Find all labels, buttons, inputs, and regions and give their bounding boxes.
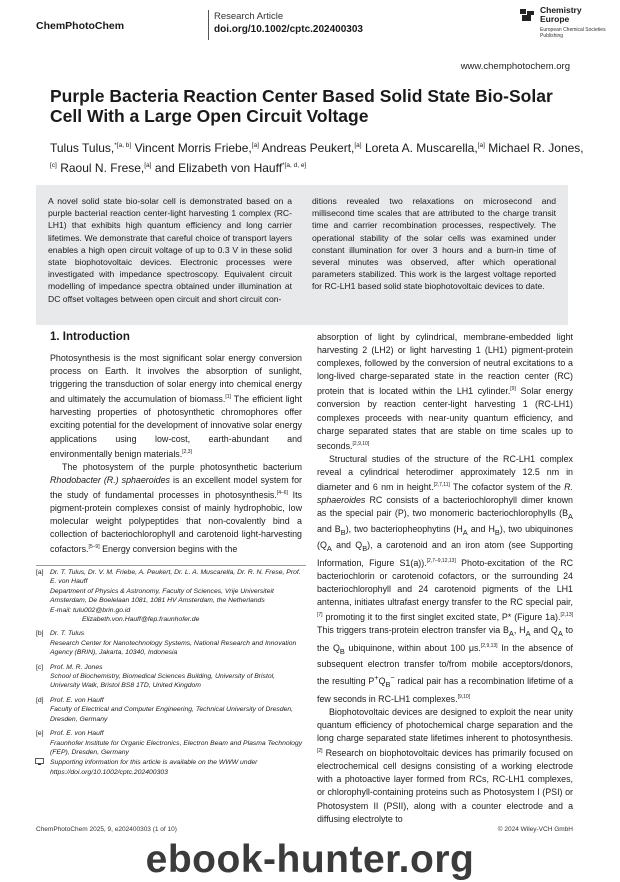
publisher-subtitle: European Chemical Societies Publishing [540,27,606,39]
body-column-left [50,352,302,556]
paragraph [50,461,302,557]
text-span: RC consists of a bacteriochlorophyll dimer known as the special pair (P), two monomeric bacteriochlorophylls (B [317,495,573,519]
footnote-b [36,629,306,657]
author-name: Michael R. Jones, [488,141,584,155]
citation-ref[interactable]: [9] [510,386,516,393]
text-span: and Q [530,625,558,636]
author-affiliation: [a] [477,142,485,149]
superscript: − [390,672,395,682]
author-list [50,137,590,177]
text-span: Photo-excitation of the RC bacteriochlorin or carotenoid cofactors, or the surrounding 24 bacteriochlorophyll and 24 carotenoid pigments of the LH1 antenna, initiates ultrafast energy transfer to the RC special pair, [317,557,574,607]
citation-ref[interactable]: [2,9,13] [480,643,498,650]
footnote-email[interactable]: E-mail: tulu002@brin.go.id [50,606,131,614]
text-span: absorption of light by cylindrical, membrane-embedded light harvesting 2 (LH2) or light harvesting 1 (LH1) pigment-protein complexes, followed by the conversion of neutral excitations to a long-lived charge-separated state in the reaction center (RC) protein that is located within the LH1 cylinder. [317,332,573,397]
citation-ref[interactable]: [1] [225,394,231,401]
footnote-c [36,663,306,691]
footnote-address: Fraunhofer Institute for Organic Electronics, Electron Beam and Plasma Technology (FEP), Dresden, Germany [50,739,303,756]
text-span: The cofactor system of the [449,481,565,492]
footnote-authors: Dr. T. Tulus, Dr. V. M. Friebe, A. Peukert, Dr. L. A. Muscarella, Dr. R. N. Frese, Prof. E. von Hauff [50,569,301,586]
text-span: and B [317,524,341,534]
footnote-authors: Prof. E. von Hauff [50,696,104,704]
species-name: Rhodobacter (R.) sphaeroides [50,474,170,485]
author-affiliation: *[a, d, e] [282,162,307,169]
journal-name: ChemPhotoChem [36,20,125,32]
subscript: A [568,511,573,521]
subscript: B [494,527,500,537]
text-span: Its pigment-protein complexes consist of mainly hydrophobic, low molecular weight polypeptides that non-covalently bind a collection of bacteriochlorophyll and carotenoid light-harvesting cofactors. [50,489,302,555]
watermark: ebook-hunter.org [145,838,475,881]
body-column-right [317,331,573,826]
affiliation-footnotes [36,568,306,777]
author-affiliation: [a] [354,142,362,149]
monitor-icon [35,758,44,765]
supporting-info-text[interactable]: Supporting information for this article is available on the WWW under https://doi.org/10.1002/cptc.202400303 [50,759,258,776]
text-span: The photosystem of the purple photosynthetic bacterium [62,461,302,472]
author-name: Raoul N. Frese, [60,161,145,175]
footnote-label: [d] [36,696,44,704]
subscript: B [339,646,345,656]
text-span: Energy conversion begins with the [99,544,238,555]
subscript: A [557,628,563,638]
paragraph [50,352,302,461]
section-heading: 1. Introduction [50,331,130,343]
text-span: Solar energy conversion by reaction center-light harvesting 1 (RC-LH1) complexes proceeds with near-unity quantum efficiency, and charge separated states that are stable on time scales up to seconds. [317,386,573,451]
text-span: and H [467,524,495,534]
citation-ref[interactable]: [2,7–9,12,13] [426,557,456,564]
citation-ref[interactable]: [5–9] [88,544,100,551]
citation-ref[interactable]: [2,7,11] [433,481,450,488]
text-span: ), two bacteriopheophytins (H [345,524,463,534]
citation-ref[interactable]: [9,10] [457,693,471,700]
citation-ref[interactable]: [7] [317,612,323,619]
subscript: A [326,543,332,553]
subscript: A [462,527,468,537]
subscript: B [385,679,391,689]
text-span: Biophotovoltaic devices are designed to exploit the near unity quantum efficiency of photochemical charge separation and the long charge separated state lifetimes inherent to photosynthesis. [317,706,573,744]
citation-ref[interactable]: [2] [317,748,323,755]
footnote-a [36,568,306,624]
author-affiliation: [a] [251,142,259,149]
text-span: The efficient light harvesting properties of photosynthetic chromophores offer exciting potential for the development of innovative solar energy applications using low-cost, earth-abundant and environmentally benign materials. [50,394,302,459]
paragraph [317,453,573,706]
superscript: + [374,672,379,682]
text-span: promoting it to the first singlet excited state, P* (Figure 1a). [322,612,561,623]
paragraph [317,331,573,453]
article-type: Research Article [214,11,284,22]
text-span: ), a carotenoid and an iron atom (see Supporting Information, Figure S1(a)). [317,539,573,568]
doi-link[interactable]: doi.org/10.1002/cptc.202400303 [214,24,363,35]
footnote-address: Department of Physics & Astronomy, Faculty of Sciences, Vrije Universiteit Amsterdam, De Boelelaan 1081, 1081 HV Amsterdam, the Netherlands [50,587,274,605]
footnote-label: [a] [36,569,44,576]
text-span: ), two ubiquinones (Q [317,524,573,550]
author-affiliation: [c] [50,162,57,169]
subscript: B [340,527,346,537]
citation-ref[interactable]: [2,13] [560,612,573,619]
citation-ref[interactable]: [2,9,10] [352,440,370,447]
text-span: Q [378,675,386,686]
abstract-text-left: A novel solid state bio-solar cell is demonstrated based on a purple bacterial reaction center-light harvesting 1 complex (RC-LH1) that exhibits high quantum efficiency and long carrier lifetimes. We demonstrate that careful choice of transport layers enables a high open circuit voltage of up to 0.3 V in these solid state biophotovoltaic devices. Electronic processes were investigated with impedance spectroscopy. Equivalent circuit modelling of impedance spectra obtained under illumination at DC offset voltages between open circuit and short circuit con- [48,196,292,304]
text-span: Photosynthesis is the most significant solar energy conversion process on Earth. It involves the absorption of sunlight, triggering the transduction of solar energy into chemical energy and ultimately the accumulation of biomass. [50,353,302,405]
footnote-e [36,729,306,757]
footnote-authors: Prof. M. R. Jones [50,663,103,671]
text-span: In the absence of subsequent electron transfer to/from mobile acceptors/donors, the resulting P [317,643,573,686]
text-span: ubiquinone, within about 100 μs. [344,643,481,653]
author-name: Andreas Peukert, [261,141,355,155]
journal-website-link[interactable]: www.chemphotochem.org [460,61,570,72]
abstract-text-right: ditions revealed two relaxations on microsecond and millisecond time scales that are attributed to the charge transit time and carrier recombination processes, respectively. The operational stability of the solar cells was examined under constant illumination for over 3 hours and a burn-in time of several minutes was observed, after which operational parameters stabilized. This work is the largest voltage reported for RC-LH1 based solid state biophotovoltaic devices to date. [312,196,556,292]
author-affiliation: [a] [144,162,152,169]
text-span: radical pair has a recombination lifetime of a few seconds in RC-LH1 complexes. [317,675,574,704]
subscript: B [362,543,368,553]
footnote-authors: Prof. E. von Hauff [50,730,104,738]
supporting-info-note [36,758,306,777]
footnote-label: [b] [36,630,44,638]
footnote-divider [36,565,306,566]
text-span: Structural studies of the structure of the RC-LH1 complex reveal a cylindrical heterodimer approximately 12.5 nm in diameter and 6 nm in height. [317,453,573,492]
text-span: , H [513,625,526,636]
article-title: Purple Bacteria Reaction Center Based Solid State Bio-Solar Cell With a Large Open Circuit Voltage [50,86,553,126]
footnote-d [36,696,306,724]
header-divider [208,10,209,40]
author-name: Loreta A. Muscarella, [364,141,478,155]
footnote-address: Faculty of Electrical and Computer Engineering, Technical University of Dresden, Dresden, Germany [50,706,294,723]
paragraph [317,706,573,826]
footnote-label: [e] [36,730,44,738]
publisher-name: Chemistry Europe [540,5,582,24]
page-citation: ChemPhotoChem 2025, 9, e202400303 (1 of 10) [36,826,177,833]
footnote-address: School of Biochemistry, Biomedical Sciences Building, University of Bristol, University Walk, Bristol BS8 1TD, United Kingdom [50,673,276,690]
citation-ref[interactable]: [2,3] [182,448,192,455]
footnote-email[interactable]: Elizabeth.von.Hauff@fep.fraunhofer.de [82,616,200,624]
subscript: A [525,628,531,638]
text-span: to the Q [317,625,574,653]
citation-ref[interactable]: [4–6] [276,489,288,496]
footnote-label: [c] [36,663,44,671]
text-span: is an excellent model system for the study of fundamental processes in photosynthesis. [50,474,302,500]
footnote-authors: Dr. T. Tulus [50,630,85,638]
text-span: and Q [331,539,363,550]
subscript: A [508,628,514,638]
abstract-box [36,185,568,325]
author-affiliation: *[a, b] [114,142,132,149]
text-span: This triggers trans-protein electron transfer via B [317,625,509,636]
species-name: R. sphaeroides [317,481,573,506]
text-span: Research on biophotovoltaic devices has primarily focused on electrochemical cell designs consisting of a working electrode with a photoactive layer formed from RCs, RC-LH1 complexes, or chlorophyll-containing proteins such as Photosystem I (PSI) or Photosystem II (PSII), along with a counter electrode and a diffusing electrolyte to [317,748,573,824]
author-name: and Elizabeth von Hauff [154,161,283,175]
footnote-address: Research Center for Nanotechnology Systems, National Research and Innovation Agency (BRIN), Jakarta, 10340, Indonesia [50,639,297,657]
chemistry-europe-logo-icon [520,9,534,21]
author-name: Tulus Tulus, [50,141,115,155]
copyright-notice: © 2024 Wiley-VCH GmbH [497,826,573,833]
author-name: Vincent Morris Friebe, [134,141,252,155]
